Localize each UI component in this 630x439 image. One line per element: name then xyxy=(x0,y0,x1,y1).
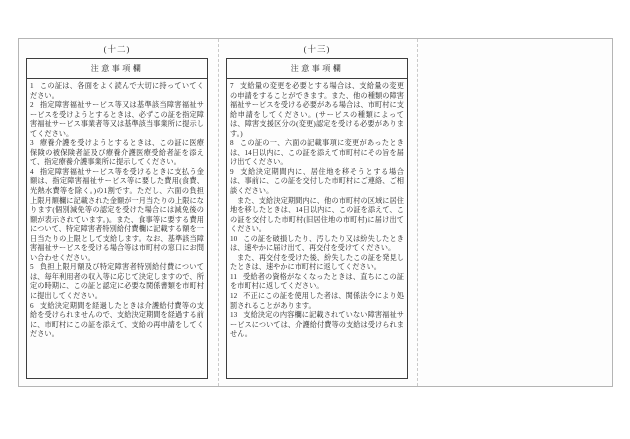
note-item xyxy=(230,139,404,168)
item-text: 支給量の変更を必要とする場合は、支給量の変更の申請をすることができます。また、他の種類の障害福祉サービスを受ける必要がある場合は、市町村に支給申請をしてください。(サービスの種類によっては、障害支援区分の(変更)認定を受ける必要があります。) xyxy=(230,82,404,138)
notes-section xyxy=(26,58,208,379)
note-item xyxy=(30,82,204,101)
note-item xyxy=(230,235,404,254)
item-text: 指定障害福祉サービス等又は基準該当障害福祉サービスを受けようとするときは、必ずこの証を指定障害福祉サービス事業者等又は基準該当事業所に提示してください。 xyxy=(30,101,204,138)
note-item xyxy=(30,302,204,340)
item-number: 2 xyxy=(30,101,34,110)
item-number: 8 xyxy=(230,139,234,148)
page-number-label: (十二) xyxy=(103,44,131,54)
item-number: 6 xyxy=(30,301,34,310)
item-number: 7 xyxy=(230,82,234,90)
page-fold-divider xyxy=(218,39,219,386)
note-item xyxy=(230,273,404,292)
item-text: 不正にこの証を使用した者は、関係法令により処罰されることがあります。 xyxy=(230,292,404,310)
page-number-label: (十三) xyxy=(303,44,331,54)
item-number: 10 xyxy=(230,234,238,243)
item-text: この証を破損したり、汚したり又は紛失したときは、速やかに届け出て、再交付を受けてください。 xyxy=(230,234,404,253)
note-item xyxy=(30,139,204,168)
page-fold-divider xyxy=(417,39,418,386)
note-item xyxy=(30,168,204,263)
note-item-continuation: また、支給決定期間内に、他の市町村の区域に居住地を移したときは、14日以内に、この証を添えて、この証を交付した市町村(旧居住地の市町村)に届け出てください。 xyxy=(230,196,404,234)
item-number: 13 xyxy=(230,311,238,320)
note-item xyxy=(230,168,404,197)
notes-section-title: 注意事項欄 xyxy=(227,59,407,79)
item-number: 9 xyxy=(230,167,234,176)
item-text: 支給決定期間を経過したときは介護給付費等の支給を受けられませんので、支給決定期間を経過する前に、市町村にこの証を添えて、支給の再申請をしてください。 xyxy=(30,301,204,339)
item-number: 4 xyxy=(30,167,34,176)
item-number: 5 xyxy=(30,263,34,272)
item-number: 3 xyxy=(30,139,34,148)
certificate-sheet xyxy=(18,38,613,387)
notes-list xyxy=(227,79,407,340)
item-number: 11 xyxy=(230,272,237,281)
item-number: 1 xyxy=(30,82,34,90)
item-text: この証は、各面をよく読んで大切に持っていてください。 xyxy=(30,82,204,100)
item-text: 支給決定期間内に、居住地を移そうとする場合は、事前に、この証を交付した市町村にご連絡、ご相談ください。 xyxy=(230,167,404,196)
item-text: この証の一、六面の記載事項に変更があったときは、14日以内に、この証を添えて市町村にその旨を届け出てください。 xyxy=(230,139,404,167)
item-text: 支給決定の内容欄に記載されていない障害福祉サービスについては、介護給付費等の支給は受けられません。 xyxy=(230,311,404,339)
notes-section xyxy=(226,58,408,379)
note-item xyxy=(230,82,404,139)
item-text: 負担上限月額及び特定障害者特別給付費については、毎年利用者の収入等に応じて決定しますので、所定の時期に、この証と認定に必要な関係書類を市町村に提出してください。 xyxy=(30,263,204,301)
item-text: 指定障害福祉サービス等を受けるときに支払う金額は、指定障害福祉サービス等に要した費用(食費、光熱水費等を除く。)の1割です。ただし、六面の負担上限月額欄に記載された金額が一月当たりの上限になります(個別減免等の認定を受けた場合には減免後の額が表示されています。)。また、食事等に要する費用について、特定障害者特別給付費欄に記載する額を一日当たりの上限として支給します。なお、基準該当障害福祉サービスを受ける場合等は市町村の窓口にお問い合わせください。 xyxy=(30,167,204,262)
note-item xyxy=(230,292,404,311)
note-item-continuation: また、再交付を受けた後、紛失したこの証を発見したときは、速やかに市町村に返してください。 xyxy=(230,253,404,272)
note-item xyxy=(30,263,204,301)
item-text: 受給者の資格がなくなったときは、直ちにこの証を市町村に返してください。 xyxy=(230,272,404,291)
note-item xyxy=(230,311,404,340)
notes-list xyxy=(27,79,207,340)
item-number: 12 xyxy=(230,292,238,301)
note-item xyxy=(30,101,204,139)
notes-section-title: 注意事項欄 xyxy=(27,59,207,79)
item-text: 療養介護を受けようとするときは、この証に医療保険の被保険者証及び療養介護医療受給者証を添えて、指定療養介護事業所に提示してください。 xyxy=(30,139,204,167)
